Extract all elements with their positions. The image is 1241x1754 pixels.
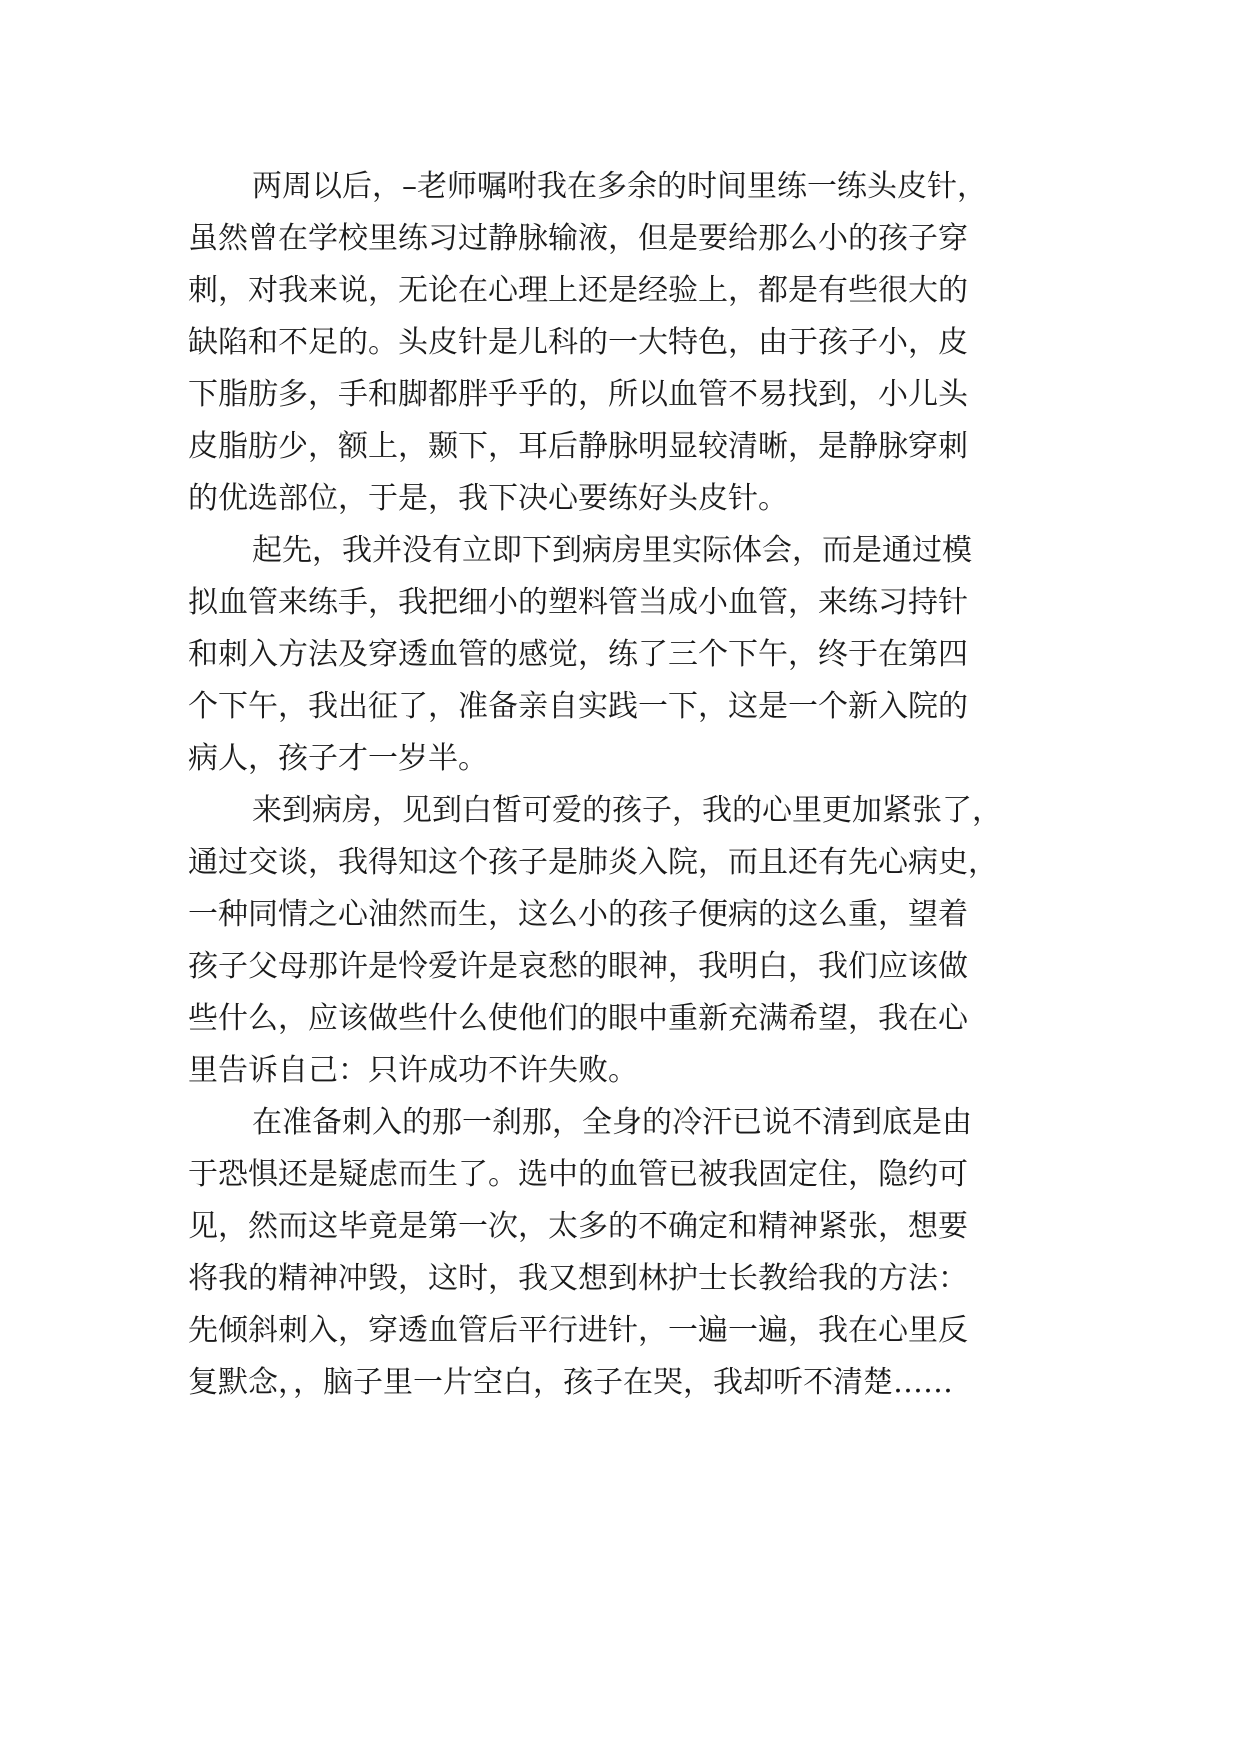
text-line: 两周以后，–老师嘱咐我在多余的时间里练一练头皮针， [252, 169, 987, 204]
text-line: 孩子父母那许是怜爱许是哀愁的眼神，我明白，我们应该做 [188, 949, 968, 984]
text-line: 一种同情之心油然而生，这么小的孩子便病的这么重，望着 [188, 897, 968, 932]
text-line: 和刺入方法及穿透血管的感觉，练了三个下午，终于在第四 [188, 637, 968, 672]
text-line: 在准备刺入的那一刹那，全身的冷汗已说不清到底是由 [252, 1105, 972, 1140]
text-line: 见，然而这毕竟是第一次，太多的不确定和精神紧张，想要 [188, 1209, 968, 1244]
text-line: 的优选部位，于是，我下决心要练好头皮针。 [188, 481, 788, 516]
text-line: 下脂肪多，手和脚都胖乎乎的，所以血管不易找到，小儿头 [188, 377, 968, 412]
text-line: 起先，我并没有立即下到病房里实际体会，而是通过模 [252, 533, 972, 568]
text-line: 虽然曾在学校里练习过静脉输液，但是要给那么小的孩子穿 [188, 221, 968, 256]
text-line: 来到病房，见到白皙可爱的孩子，我的心里更加紧张了， [252, 793, 1002, 828]
text-line: 病人，孩子才一岁半。 [188, 741, 488, 776]
text-line: 刺，对我来说，无论在心理上还是经验上，都是有些很大的 [188, 273, 968, 308]
text-line: 个下午，我出征了，准备亲自实践一下，这是一个新入院的 [188, 689, 968, 724]
text-line: 些什么，应该做些什么使他们的眼中重新充满希望，我在心 [188, 1001, 968, 1036]
text-line: 通过交谈，我得知这个孩子是肺炎入院，而且还有先心病史， [188, 845, 998, 880]
text-line: 里告诉自己：只许成功不许失败。 [188, 1053, 638, 1088]
text-line: 缺陷和不足的。头皮针是儿科的一大特色，由于孩子小，皮 [188, 325, 968, 360]
text-line: 拟血管来练手，我把细小的塑料管当成小血管，来练习持针 [188, 585, 968, 620]
text-line: 于恐惧还是疑虑而生了。选中的血管已被我固定住，隐约可 [188, 1157, 968, 1192]
text-line: 将我的精神冲毁，这时，我又想到林护士长教给我的方法： [188, 1261, 968, 1296]
text-line: 复默念，，脑子里一片空白，孩子在哭，我却听不清楚…… [188, 1365, 953, 1400]
text-line: 皮脂肪少，额上，颞下，耳后静脉明显较清晰，是静脉穿刺 [188, 429, 968, 464]
text-line: 先倾斜刺入，穿透血管后平行进针，一遍一遍，我在心里反 [188, 1313, 968, 1348]
